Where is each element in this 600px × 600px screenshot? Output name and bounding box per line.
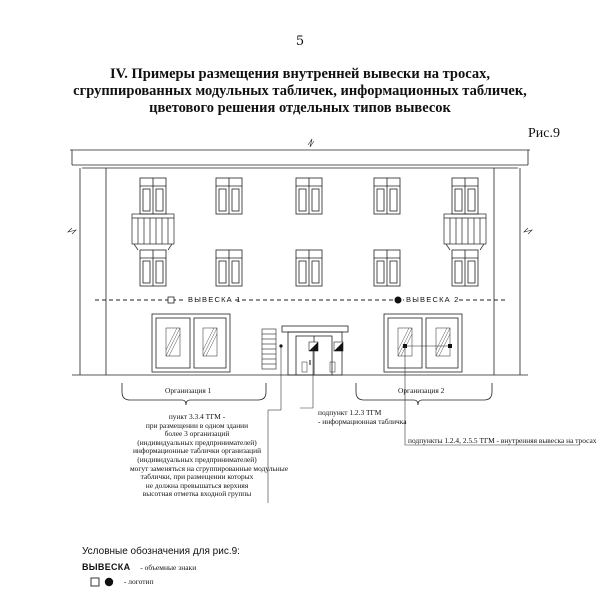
break-mark <box>308 139 314 147</box>
modular-note-line: могут заменяться на сгруппированные модульные <box>130 463 288 473</box>
upper-windows <box>140 178 478 214</box>
legend-logo-symbols <box>82 577 116 588</box>
modular-note-line: пункт 3.3.4 ТГМ - <box>168 412 226 421</box>
page-number: 5 <box>295 34 305 49</box>
window <box>374 178 400 214</box>
window <box>374 250 400 286</box>
interior-sign-mount-right <box>448 344 452 348</box>
sign2-logo-circle-icon <box>395 297 402 304</box>
modular-note-line: при размещении в одном здании <box>145 420 249 430</box>
title-line-1: IV. Примеры размещения внутренней вывески на тросах, <box>110 66 490 82</box>
modular-note-line: не должна превышаться верхняя <box>145 480 249 490</box>
balcony-left <box>132 214 174 250</box>
legend-row-logo <box>82 577 154 588</box>
sign1-label: ВЫВЕСКА 1 <box>188 295 242 304</box>
window <box>140 250 166 286</box>
shop-window-left <box>152 314 230 372</box>
info-plate-note-line: - информационная табличка <box>318 416 407 426</box>
info-plate-note-line: подпункт 1.2.3 ТГМ <box>318 408 382 417</box>
window <box>216 250 242 286</box>
modular-plates-note <box>130 412 288 499</box>
info-plate-note <box>318 409 407 426</box>
window <box>140 178 166 214</box>
modular-plates <box>262 329 276 369</box>
sign2-label: ВЫВЕСКА 2 <box>406 295 460 304</box>
logo-circle-icon <box>105 578 113 586</box>
legend-word-desc: - объемные знаки <box>140 563 197 572</box>
sign1-logo-square-icon <box>168 297 174 303</box>
figure-label: Рис.9 <box>528 126 560 141</box>
modular-note-line: высотная отметка входной группы <box>142 489 252 499</box>
leader-info-plate <box>300 348 313 408</box>
modular-note-line: (индивидуальных предпринимателей) <box>137 437 257 447</box>
window <box>216 178 242 214</box>
modular-note-line: информационные таблички организаций <box>132 446 262 456</box>
org2-label: Организация 2 <box>398 386 445 395</box>
legend-title: Условные обозначения для рис.9: <box>82 546 240 557</box>
modular-note-line: более 3 организаций <box>164 429 230 439</box>
title-line-3: цветового решения отдельных типов вывесок <box>149 100 451 116</box>
window <box>296 178 322 214</box>
shop-window-right <box>384 314 462 372</box>
modular-note-line: (индивидуальных предпринимателей) <box>137 454 257 464</box>
interior-sign-note: подпункты 1.2.4, 2.5.5 ТГМ - внутренняя вывеска на тросах <box>408 436 597 445</box>
legend-row-word <box>82 562 196 572</box>
logo-square-icon <box>91 578 99 586</box>
middle-windows <box>140 250 478 286</box>
legend-word: ВЫВЕСКА <box>82 562 131 572</box>
title-line-2: сгруппированных модульных табличек, информационных табличек, <box>73 83 527 99</box>
window <box>296 250 322 286</box>
org1-label: Организация 1 <box>165 386 212 395</box>
balcony-right <box>444 214 486 250</box>
modular-note-line: таблички, при размещении которых <box>140 472 254 482</box>
legend-logo-desc: - логотип <box>123 577 154 587</box>
window <box>452 178 478 214</box>
window <box>452 250 478 286</box>
